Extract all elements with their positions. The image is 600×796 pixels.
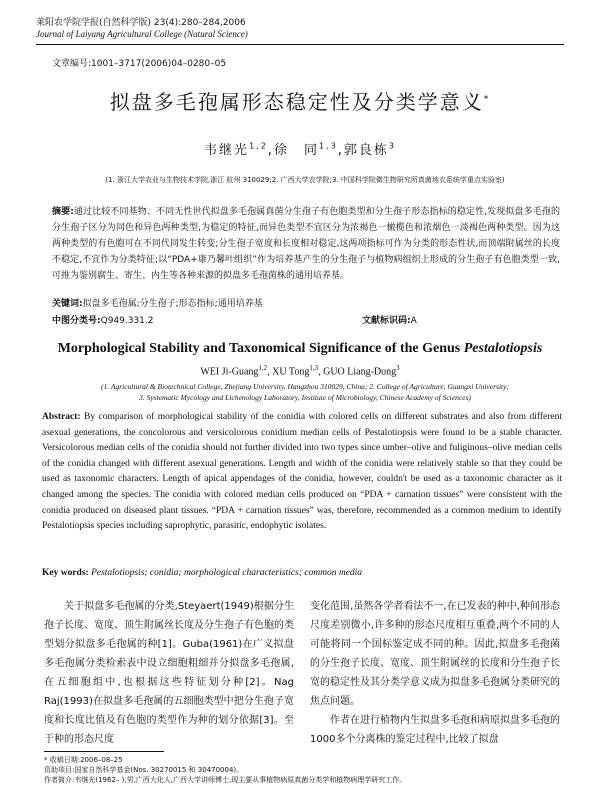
authors-en: WEI Ji-Guang$^{1,2}$, XU Tong$^{1,3}$, GUO Liang-Dong$^3$ <box>200 364 400 378</box>
keywords-cn-label: 关键词: <box>52 299 83 309</box>
footnote-fund: 资助项目:国家自然科学基金(Nos. 30270015 和 30470004)。 <box>44 766 244 774</box>
doc-code-label: 文献标识码: <box>362 316 411 326</box>
journal-name-cn: 莱阳农学院学报(自然科学版) 23(4):280–284,2006 <box>36 18 246 28</box>
author-cn-sup: 1,2 <box>249 141 268 151</box>
journal-name-en: Journal of Laiyang Agricultural College (Natural Science) <box>36 29 248 39</box>
author-cn: 徐 同 <box>273 143 319 158</box>
author-en: XU Tong <box>272 366 310 378</box>
title-en <box>0 341 600 357</box>
author-en: WEI Ji-Guang <box>200 366 259 378</box>
abstract-en-text: By comparison of morphological stability of the conidia with colored cells on different substrates and also from different asexual generations, the concolorous and versicolorous conidium median cells of Pestalotiopsis were found to be a stable character. Versicolorous median cells of the conidia should not further divided into two types since umber–olive and fuliginous–olive median cells of the conidia changed with different asexual generations. Length and width of the conidia were relatively stable so that they could be used as taxonomic characters. Length of apical appendages of the conidia, however, couldn't be used as a taxonomic character as it changed among the species. The conidia with colored median cells produced on “PDA + carnation tissues” were consistent with the conidia produced on diseased plant tissues. “PDA + carnation tissues” was, therefore, recommended as a common medium to identify Pestalotiopsis species including saprophytic, parasitic, endophytic isolates. <box>42 412 562 532</box>
body-paragraph: 变化范围,虽然各学者看法不一,在已发表的种中,种间形态尺度差别微小,许多种的形态尺度相互重叠,两个不同的人可能将同一个国标鉴定成不同的种。因此,拟盘多毛孢菌的分生孢子长度、宽度、顶生附属丝的长度和分生孢子长宽的稳定性及其分类学意义成为拟盘多毛孢属分类研究的焦点问题。 <box>310 601 560 707</box>
body-column-left <box>44 597 294 749</box>
title-cn <box>0 86 600 115</box>
authors-cn: 韦继光$^{1,2}$,徐 同$^{1,3}$,郭良栋$^3$ <box>204 141 396 158</box>
body-paragraph: 关于拟盘多毛孢属的分类,Steyaert(1949)根据分生孢子长度、宽度、顶生附属丝长度及分生孢子有色胞的类型划分拟盘多毛孢属的种[1]。Guba(1961)在广义拟盘多毛孢属分类检索表中设立细胞粗细并分拟盘多毛孢属,在五细胞组中,也根据这些特征划分种[2]。Nag Raj(1993)在拟盘多毛孢属的五细胞类型中把分生孢子宽度和长度比值及有色胞的类型作为种的划分依据[3]。至于种的形态尺度 <box>44 601 294 745</box>
abstract-en-label: Abstract: <box>42 412 81 422</box>
body-paragraph: 作者在进行植物内生拟盘多毛孢和病原拟盘多毛孢的1000多个分离株的鉴定过程中,比较了拟盘 <box>310 715 560 745</box>
keywords-cn-text: 拟盘多毛孢属;分生孢子;形态指标;通用培养基 <box>82 299 263 309</box>
title-cn-mark: * <box>483 94 491 105</box>
affiliations-en <box>40 381 570 403</box>
journal-header <box>36 18 248 40</box>
author-cn-sup: 3 <box>388 141 396 151</box>
keywords-en-label: Key words: <box>42 568 89 578</box>
clc-number <box>52 313 154 326</box>
footnote-received: * 收稿日期:2006–08–25 <box>44 756 123 764</box>
footnote-rule <box>44 751 164 752</box>
title-en-text: Morphological Stability and Taxonomical Significance of the Genus <box>57 341 461 356</box>
header-rule <box>36 44 564 45</box>
article-number: 文章编号:1001–3717(2006)04–0280–05 <box>52 59 227 69</box>
title-en-genus: Pestalotiopsis <box>463 341 543 356</box>
affiliations-cn: (1. 浙江大学农业与生物技术学院,浙江 杭州 310029;2. 广西大学农学院;3. 中国科学院微生物研究所真菌地衣系统学重点实验室) <box>105 176 505 184</box>
abstract-cn-text: 通过比较不同基物、不同无性世代拟盘多毛孢属真菌分生孢子有色胞类型和分生孢子形态指标的稳定性,发现拟盘多毛孢的分生孢子区分为同色和异色两种类型,为稳定的特征,而异色类型不宜区分为浓褐色一橄榄色和浓烟色一淡褐色两种类型。因为这两种类型的有色胞可在不同代同发生转变;分生孢子宽度和长度相对稳定,这两项指标可作为分类的形态性状,而顶端附属丝的长度不稳定,不宜作为分类特征;以“PDA+康乃馨叶组织”作为培养基产生的分生孢子与植物病组织上形成的分生孢子有色胞类型一致,可推为鉴别腐生、寄生、内生等各种来源的拟盘多毛孢菌株的通用培养基。 <box>52 207 560 281</box>
keywords-cn <box>52 296 263 309</box>
abstract-en <box>42 410 562 535</box>
author-en-sup: 3 <box>396 364 400 372</box>
author-en-sup: 1,2 <box>258 364 268 372</box>
title-cn-text: 拟盘多毛孢属形态稳定性及分类学意义 <box>109 90 484 114</box>
clc-value: Q949.331.2 <box>100 316 154 326</box>
author-cn: 郭良栋 <box>343 143 389 158</box>
clc-label: 中图分类号: <box>52 316 101 326</box>
doc-code-value: A <box>410 316 417 326</box>
document-code <box>362 313 417 326</box>
keywords-en <box>42 568 362 578</box>
abstract-cn-label: 摘要: <box>52 207 74 217</box>
keywords-en-text: Pestalotiopsis; conidia; morphological characteristics; common media <box>91 568 363 578</box>
footnotes <box>44 755 406 785</box>
author-en-sup: 1,3 <box>309 364 319 372</box>
author-cn-sup: 1,3 <box>318 141 338 151</box>
footnote-author: 作者简介:韦继光(1962– ),男,广西大化人,广西大学讲师博士,现主要从事植物病原真菌分类学和植物病理学研究工作。 <box>44 776 407 784</box>
affiliations-en-line: 3. Systematic Mycology and Lichenology Laboratory, Institute of Microbiology, Chinese Academy of Sciences) <box>139 393 471 402</box>
author-en: GUO Liang-Dong <box>323 366 397 378</box>
body-column-right <box>310 597 560 749</box>
abstract-cn <box>52 204 560 284</box>
author-cn: 韦继光 <box>204 143 250 158</box>
affiliations-en-line: (1. Agricultural & Biotechnical College, Zhejiang University, Hangzhou 310029, China; 2. College of Agriculture, Guangxi University; <box>101 382 509 391</box>
